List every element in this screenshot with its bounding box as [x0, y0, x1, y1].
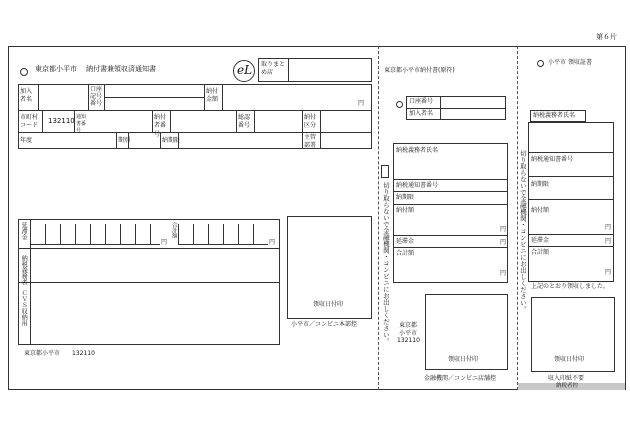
right-taxpayer-name-label: 納税義務者氏名	[533, 112, 576, 119]
middle-taxpayer-name-label: 納税義務者氏名	[396, 147, 439, 154]
footer-city: 東京都小平市	[24, 350, 61, 357]
right-total-yen: 円	[605, 269, 612, 276]
term-label: 期別	[118, 137, 131, 144]
right-late-fee-yen: 円	[605, 238, 612, 245]
page-number: 第６片	[596, 33, 617, 41]
year-label: 年度	[20, 137, 33, 144]
middle-title: 東京都小平市納付書(原符)	[384, 67, 455, 74]
total-label: 合計額	[170, 222, 177, 239]
account-label: 口座記号番号	[90, 86, 103, 108]
middle-receipt-stamp: 領収日付印	[448, 356, 479, 363]
right-detail-box	[528, 122, 614, 282]
middle-late-fee-yen: 円	[500, 239, 507, 246]
right-seal-icon	[537, 60, 544, 67]
middle-total-yen: 円	[500, 270, 507, 277]
right-late-fee-label: 延滞金	[531, 237, 550, 244]
left-stamp-caption: 小平市／コンビニ本部控	[291, 321, 358, 328]
right-amount-label: 納付額	[531, 207, 550, 214]
middle-notice-no-label: 納税通知書番号	[396, 182, 439, 189]
left-receipt-stamp: 領収日付印	[313, 301, 344, 308]
middle-deadline-label: 納期限	[396, 194, 415, 201]
left-title-doc: 納付書兼領収済通知書	[86, 65, 156, 73]
perforation-left	[378, 46, 379, 390]
middle-total-label: 合計額	[396, 250, 415, 257]
cvs-label: ＣＶＳ収納用	[20, 290, 28, 326]
category-label: 納付区分	[304, 114, 317, 130]
middle-stamp-caption: 金融機関／コンビニ店舗控	[424, 375, 497, 382]
right-title-city: 小平市	[548, 59, 567, 66]
middle-address: 東京都小平市132110	[397, 322, 420, 344]
taxpayer-label: 納税義務者	[20, 255, 28, 285]
el-logo-text: eL	[237, 63, 253, 77]
total-no-label: 総認番号	[238, 114, 251, 130]
payer-label: 加入者名	[20, 88, 33, 103]
middle-late-fee-label: 延滞金	[396, 238, 415, 245]
payer-copy-label: 納税者控	[556, 383, 579, 389]
amount-label: 納付金額	[206, 88, 219, 103]
right-cut-note: 切り取らないで金融機関・コンビニにお出しください。	[518, 150, 527, 313]
late-fee-yen: 円	[161, 239, 168, 246]
total-yen: 円	[269, 239, 276, 246]
deadline-label: 納期限	[162, 137, 181, 144]
right-amount-yen: 円	[605, 224, 612, 231]
middle-small-marker	[381, 165, 389, 178]
city-code-label: 市町村コード	[20, 114, 39, 130]
payer-no-label: 納付者番号	[154, 114, 167, 138]
middle-cut-note: 切り取らないで金融機関・コンビニにお出しください。	[381, 182, 390, 345]
city-code-value: 132110	[48, 117, 75, 125]
middle-payer-label: 加入者名	[409, 110, 434, 117]
right-receipt-stamp: 領収日付印	[554, 356, 585, 363]
middle-amount-label: 納付額	[396, 207, 415, 214]
middle-seal-icon	[396, 101, 403, 108]
right-title-doc: 領収証書	[568, 59, 593, 66]
footer-code: 132110	[72, 350, 95, 357]
right-no-stamp-note: 収入印紙不要	[548, 375, 585, 382]
perforation-right	[517, 46, 518, 390]
right-received-note: 上記のとおり領収しました。	[531, 283, 610, 290]
manager-label: 主管部署	[304, 134, 317, 149]
seal-icon	[20, 68, 28, 76]
middle-account-label: 口座番号	[409, 98, 434, 105]
collector-label: 取りまとめ店	[261, 61, 286, 76]
notice-no-label: 通知書番号	[76, 114, 87, 134]
middle-amount-yen: 円	[500, 226, 507, 233]
late-fee-label: 延滞金	[20, 222, 28, 240]
right-deadline-label: 納期限	[531, 181, 550, 188]
left-title-city: 東京都小平市	[35, 65, 77, 73]
right-notice-no-label: 納税通知書番号	[531, 156, 574, 163]
right-total-label: 合計額	[531, 249, 550, 256]
amount-yen: 円	[358, 100, 365, 107]
